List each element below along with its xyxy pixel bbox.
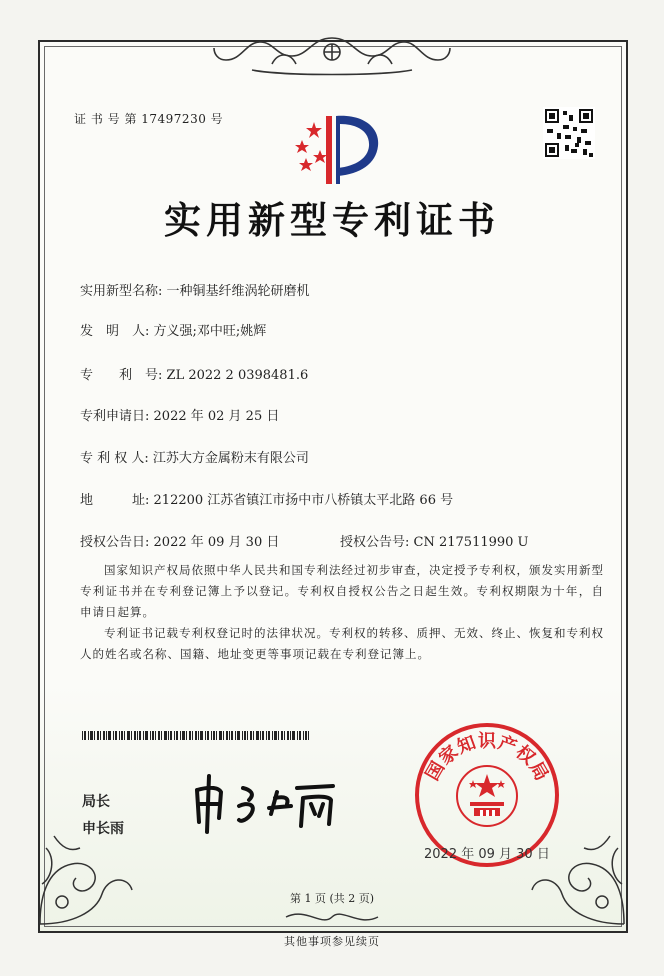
inventor-value: 方义强;邓中旺;姚辉 [153, 324, 267, 339]
grant-date-row [80, 531, 279, 550]
grant-number-row [340, 531, 529, 550]
patent-office-logo-icon [282, 104, 384, 196]
legal-status-paragraph: 专利证书记载专利权登记时的法律状况。专利权的转移、质押、无效、终止、恢复和专利权人的姓名或名称、国籍、地址变更等事项记载在专利登记簿上。 [80, 626, 604, 661]
svg-text:国: 国 [421, 758, 450, 785]
footer-note: 其他事项参见续页 [284, 935, 380, 948]
grant-date-value: 2022 年 09 月 30 日 [153, 535, 280, 550]
utility-model-name-row [80, 280, 310, 299]
top-ornament [212, 30, 452, 82]
decision-paragraph: 国家知识产权局依照中华人民共和国专利法经过初步审查，决定授予专利权，颁发实用新型专利证书并在专利登记簿上予以登记。专利权自授权公告之日起生效。专利权期限为十年，自申请日起算。 [80, 563, 604, 619]
filing-date-value: 2022 年 02 月 25 日 [153, 409, 280, 424]
svg-text:家: 家 [435, 741, 463, 770]
inventor-label: 发 明 人: [80, 324, 150, 339]
patentee-row [80, 447, 309, 466]
svg-text:产: 产 [495, 732, 520, 759]
svg-text:局: 局 [524, 758, 553, 785]
filing-date-label: 专利申请日: [80, 409, 150, 424]
bottom-left-ornament [32, 828, 142, 928]
certificate-number: 证 书 号 第 17497230 号 [74, 112, 224, 126]
svg-text:权: 权 [511, 741, 539, 770]
director-signature [185, 768, 345, 838]
patent-number-value: ZL 2022 2 0398481.6 [166, 368, 309, 383]
director-title: 局长 [82, 794, 110, 810]
patentee-value: 江苏大方金属粉末有限公司 [152, 451, 309, 466]
page-number: 第 1 页 (共 2 页) [289, 892, 375, 905]
name-label: 实用新型名称: [80, 284, 163, 299]
name-value: 一种铜基纤维涡轮研磨机 [166, 284, 310, 299]
address-row [80, 489, 453, 508]
director-name: 申长雨 [82, 821, 124, 837]
grant-date-label: 授权公告日: [80, 535, 150, 550]
address-value: 212200 江苏省镇江市扬中市八桥镇太平北路 66 号 [153, 493, 454, 508]
grant-number-value: CN 217511990 U [413, 535, 529, 550]
certificate-title: 实用新型专利证书 [164, 199, 500, 242]
seal-date: 2022 年 09 月 30 日 [424, 847, 550, 862]
patent-number-label: 专 利 号: [80, 368, 163, 383]
inventor-row [80, 320, 266, 339]
barcode-icon [82, 731, 312, 740]
qr-code-icon [543, 107, 595, 159]
grant-number-label: 授权公告号: [340, 535, 410, 550]
svg-text:识: 识 [478, 731, 496, 752]
filing-date-row [80, 405, 279, 424]
address-label: 地 址: [80, 493, 150, 508]
patent-number-row [80, 364, 308, 383]
bottom-center-ornament [282, 905, 382, 929]
svg-text:知: 知 [454, 732, 479, 759]
patentee-label: 专 利 权 人: [80, 451, 149, 466]
